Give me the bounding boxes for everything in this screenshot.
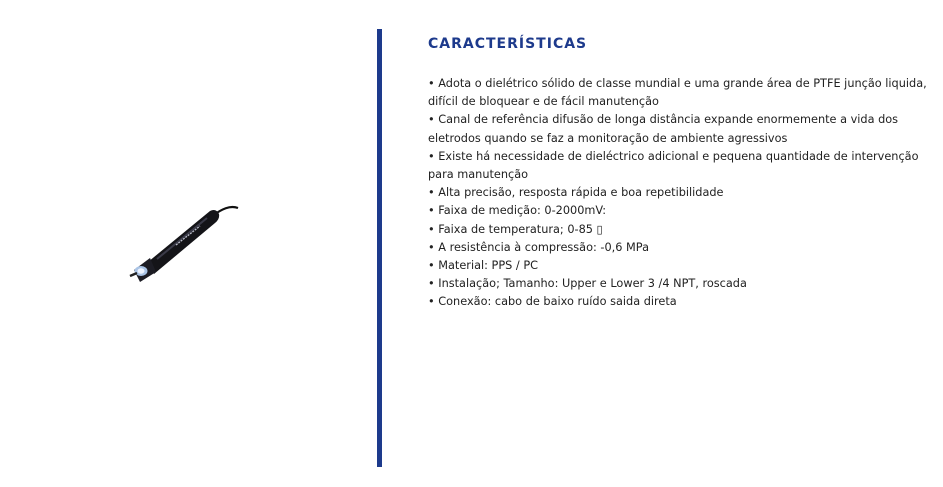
feature-item: • Canal de referência difusão de longa distância expande enormemente a vida dos eletrodos quando se faz a monitoração de ambiente agressivos [428,113,899,145]
feature-item: • Conexão: cabo de baixo ruído saida direta [428,295,677,309]
feature-item: • Existe há necessidade de dieléctrico adicional e pequena quantidade de intervenção para manutenção [428,149,919,182]
feature-item: • Adota o dielétrico sólido de classe mundial e uma grande área de PTFE junção liquida, difícil de bloquear e de fácil manutenção [428,77,927,109]
feature-item: • Instalação; Tamanho: Upper e Lower 3 /4 NPT, roscada [428,277,747,291]
feature-list [428,75,933,312]
feature-item: • Faixa de temperatura; 0-85 ▯ [428,222,603,236]
section-title: CARACTERÍSTICAS [428,36,588,52]
vertical-divider [377,29,382,467]
feature-item: • Material: PPS / PC [428,259,539,273]
product-image [124,200,244,285]
features-section [428,34,933,312]
feature-item: • A resistência à compressão: -0,6 MPa [428,240,650,254]
ph-electrode-probe-icon [124,200,244,285]
feature-item: • Alta precisão, resposta rápida e boa repetibilidade [428,186,724,200]
feature-item: • Faixa de medição: 0-2000mV: [428,204,607,218]
